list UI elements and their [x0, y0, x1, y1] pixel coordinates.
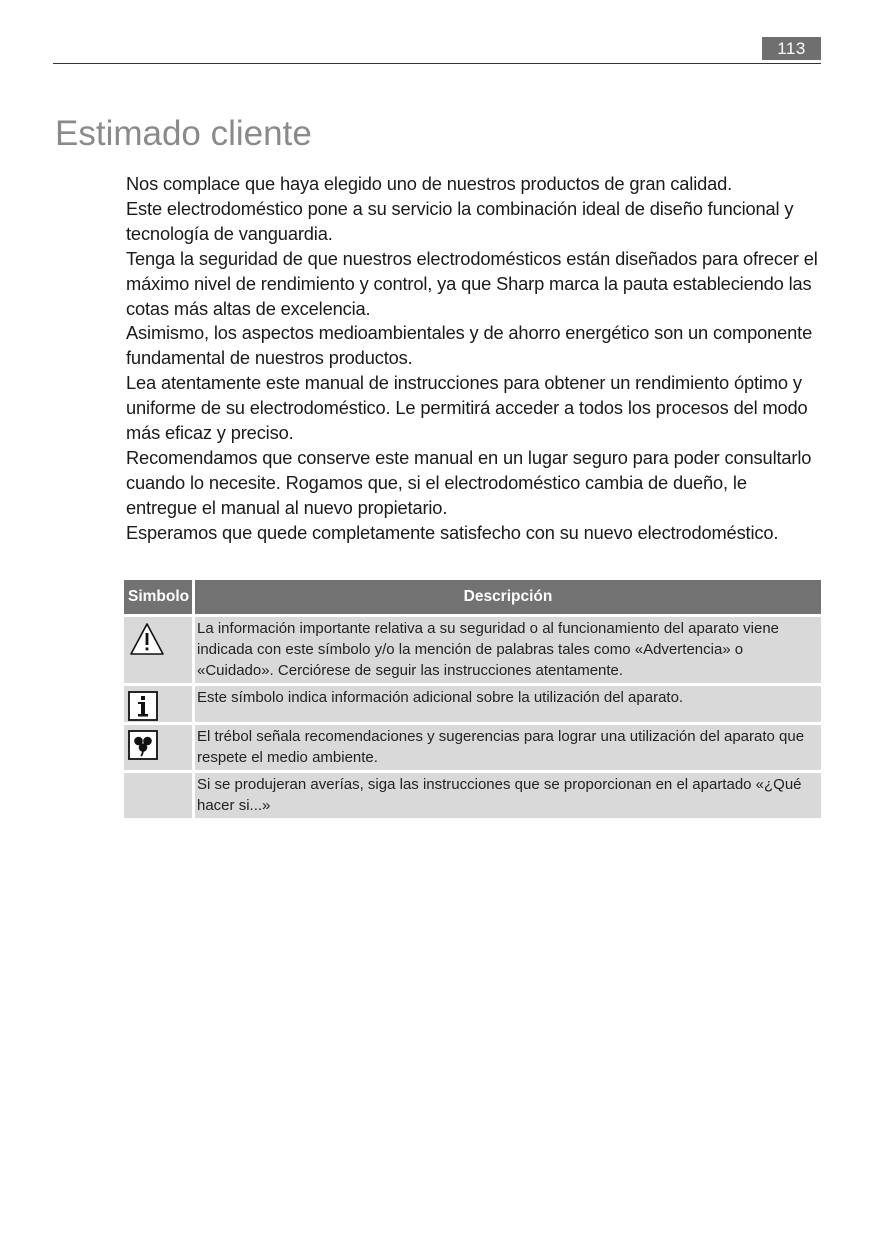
- intro-paragraph: Lea atentamente este manual de instrucciones para obtener un rendimiento óptimo y uniforme de su electrodoméstico. Le permitirá acceder a todos los procesos del modo más eficaz y preciso.: [126, 372, 808, 444]
- table-row: [124, 773, 821, 821]
- description-cell: La información importante relativa a su seguridad o al funcionamiento del aparato viene indicada con este símbolo y/o la mención de palabras tales como «Advertencia» o «Cuidado». Cerciórese de seguir las instrucciones atentamente.: [195, 617, 821, 686]
- header-rule: [53, 63, 821, 64]
- symbol-cell: [124, 617, 195, 686]
- intro-paragraph: Este electrodoméstico pone a su servicio la combinación ideal de diseño funcional y tecnología de vanguardia.: [126, 197, 794, 244]
- table-row: [124, 617, 821, 686]
- clover-icon: [128, 730, 158, 760]
- symbol-cell: [124, 686, 195, 725]
- intro-paragraph: Esperamos que quede completamente satisfecho con su nuevo electrodoméstico.: [126, 521, 779, 543]
- description-cell: Este símbolo indica información adicional sobre la utilización del aparato.: [195, 686, 821, 725]
- page-title: Estimado cliente: [55, 114, 312, 153]
- table-header-row: [124, 580, 821, 617]
- symbols-table: [124, 580, 821, 821]
- intro-paragraph: Asimismo, los aspectos medioambientales y de ahorro energético son un componente fundamental de nuestros productos.: [126, 322, 813, 369]
- column-header-symbol: Simbolo: [124, 580, 195, 617]
- info-icon: [128, 691, 158, 721]
- intro-paragraph: Tenga la seguridad de que nuestros electrodomésticos están diseñados para ofrecer el máximo nivel de rendimiento y control, ya que Sharp marca la pauta estableciendo las cotas más altas de excelencia.: [126, 247, 818, 319]
- intro-paragraph: Recomendamos que conserve este manual en un lugar seguro para poder consultarlo cuando lo necesite. Rogamos que, si el electrodoméstico cambia de dueño, le entregue el manual al nuevo propietario.: [126, 446, 812, 518]
- intro-text: [126, 172, 821, 546]
- page-number: 113: [762, 37, 821, 60]
- table-row: [124, 686, 821, 725]
- symbol-cell: [124, 725, 195, 773]
- symbol-cell: [124, 773, 195, 821]
- description-cell: Si se produjeran averías, siga las instrucciones que se proporcionan en el apartado «¿Qué hacer si...»: [195, 773, 821, 821]
- description-cell: El trébol señala recomendaciones y sugerencias para lograr una utilización del aparato que respete el medio ambiente.: [195, 725, 821, 773]
- warning-triangle-icon: [129, 622, 165, 656]
- column-header-description: Descripción: [195, 580, 821, 617]
- intro-paragraph: Nos complace que haya elegido uno de nuestros productos de gran calidad.: [126, 173, 733, 194]
- table-row: [124, 725, 821, 773]
